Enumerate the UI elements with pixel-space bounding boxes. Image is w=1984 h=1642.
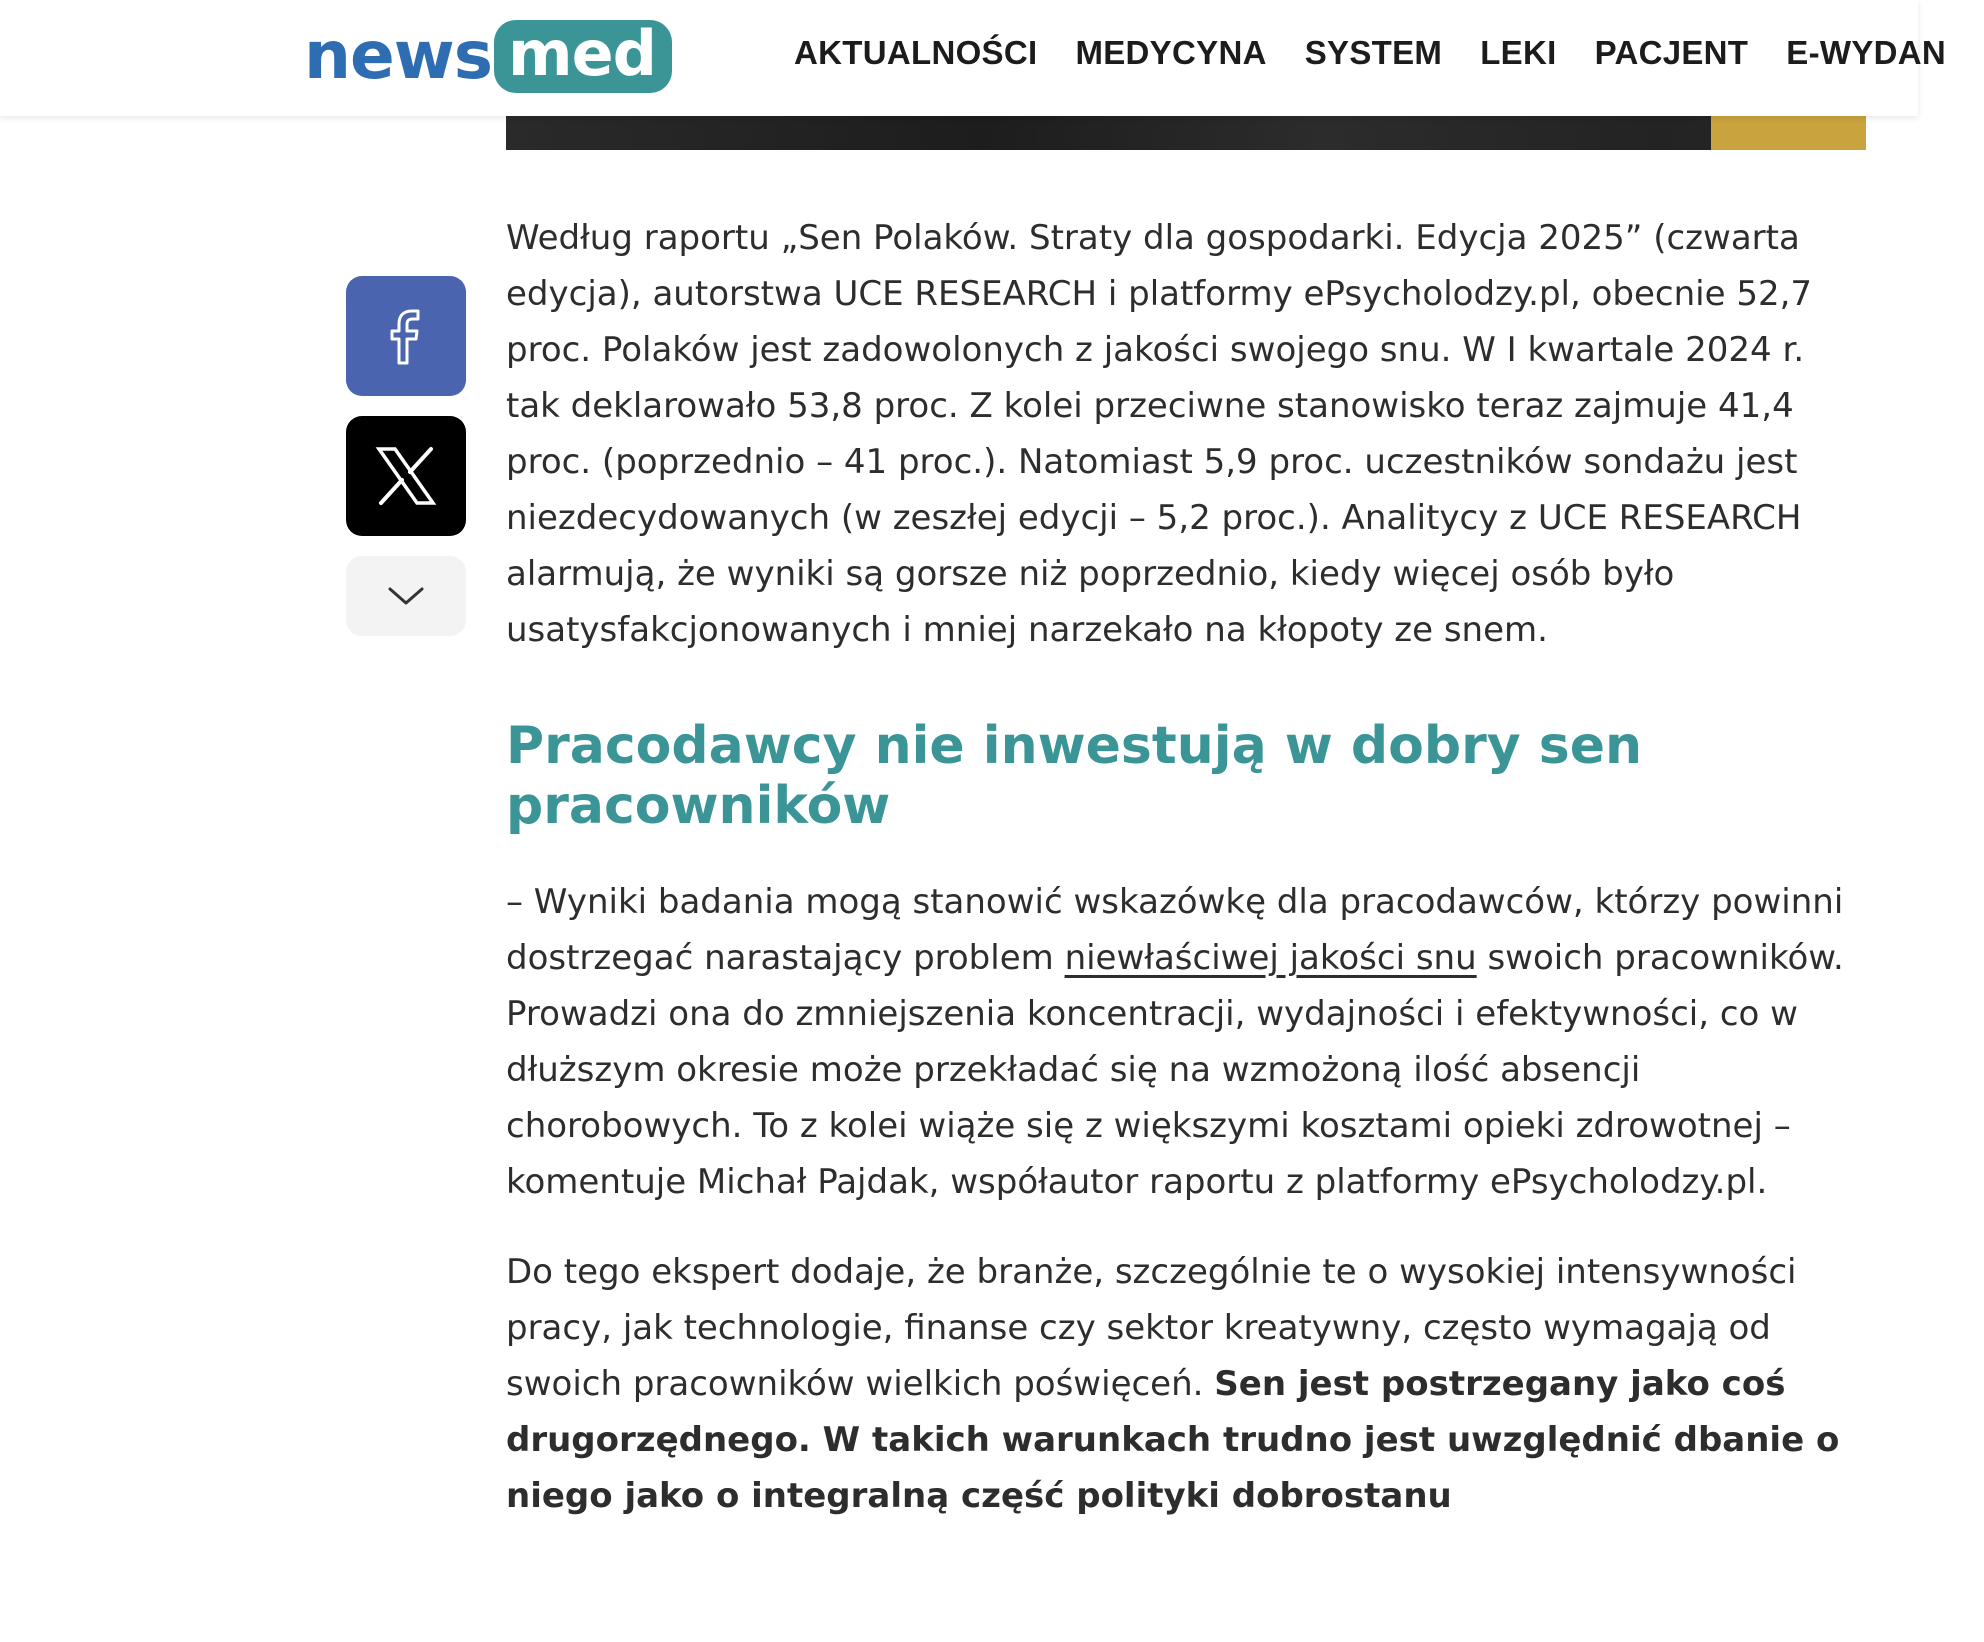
share-x-button[interactable] — [346, 416, 466, 536]
nav-item-leki[interactable]: LEKI — [1480, 34, 1557, 71]
nav-item-pacjent[interactable]: PACJENT — [1594, 34, 1749, 71]
paragraph-text: Do tego ekspert dodaje, że branże, szczególnie te o wysokiej intensywności pracy, jak technologie, finanse czy sektor kreatywny, często wymagają od swoich pracowników wielkich poświęceń. — [506, 1252, 1797, 1404]
nav-item-aktualnosci[interactable]: AKTUALNOŚCI — [794, 34, 1038, 71]
nav-item-e-wydanie[interactable]: E-WYDAN — [1786, 34, 1947, 71]
paragraph-text: – Wyniki badania mogą stanowić wskazówkę dla pracodawców, którzy powinni dostrzegać narastający problem — [506, 882, 1844, 978]
paragraph-bold-text: Sen jest postrzegany jako coś drugorzędnego. W takich warunkach trudno jest uwzględnić dbanie o niego jako o integralną część polityki dobrostanu — [506, 1364, 1840, 1516]
logo-text-news: news — [304, 17, 493, 94]
article-body — [506, 210, 1866, 1524]
sleep-quality-link[interactable]: niewłaściwej jakości snu — [1064, 938, 1477, 978]
nav-item-system[interactable]: SYSTEM — [1304, 34, 1443, 71]
chevron-down-icon — [386, 584, 426, 608]
main-nav — [794, 34, 1984, 72]
article-paragraph — [506, 1244, 1866, 1524]
facebook-icon — [386, 303, 426, 369]
article-hero-image — [506, 116, 1866, 150]
share-more-button[interactable] — [346, 556, 466, 636]
article-paragraph: Według raportu „Sen Polaków. Straty dla gospodarki. Edycja 2025” (czwarta edycja), autorstwa UCE RESEARCH i platformy ePsycholodzy.pl, obecnie 52,7 proc. Polaków jest zadowolonych z jakości swojego snu. W I kwartale 2024 r. tak deklarowało 53,8 proc. Z kolei przeciwne stanowisko teraz zajmuje 41,4 proc. (poprzednio – 41 proc.). Natomiast 5,9 proc. uczestników sondażu jest niezdecydowanych (w zeszłej edycji – 5,2 proc.). Analitycy z UCE RESEARCH alarmują, że wyniki są gorsze niż poprzednio, kiedy więcej osób było usatysfakcjonowanych i mniej narzekało na kłopoty ze snem. — [506, 218, 1813, 650]
hero-image-accent — [1711, 116, 1866, 150]
site-logo[interactable] — [304, 18, 672, 94]
site-header — [0, 0, 1947, 116]
x-icon — [375, 445, 437, 507]
article-paragraph — [506, 874, 1866, 1210]
article-subheading: Pracodawcy nie inwestują w dobry sen pracowników — [506, 716, 1642, 836]
logo-text-med: med — [494, 20, 672, 93]
share-facebook-button[interactable] — [346, 276, 466, 396]
nav-item-medycyna[interactable]: MEDYCYNA — [1075, 34, 1267, 71]
paragraph-text: swoich pracowników. Prowadzi ona do zmniejszenia koncentracji, wydajności i efektywności, co w dłuższym okresie może przekładać się na wzmożoną ilość absencji chorobowych. To z kolei wiąże się z większymi kosztami opieki zdrowotnej – komentuje Michał Pajdak, współautor raportu z platformy ePsycholodzy.pl. — [506, 938, 1844, 1202]
